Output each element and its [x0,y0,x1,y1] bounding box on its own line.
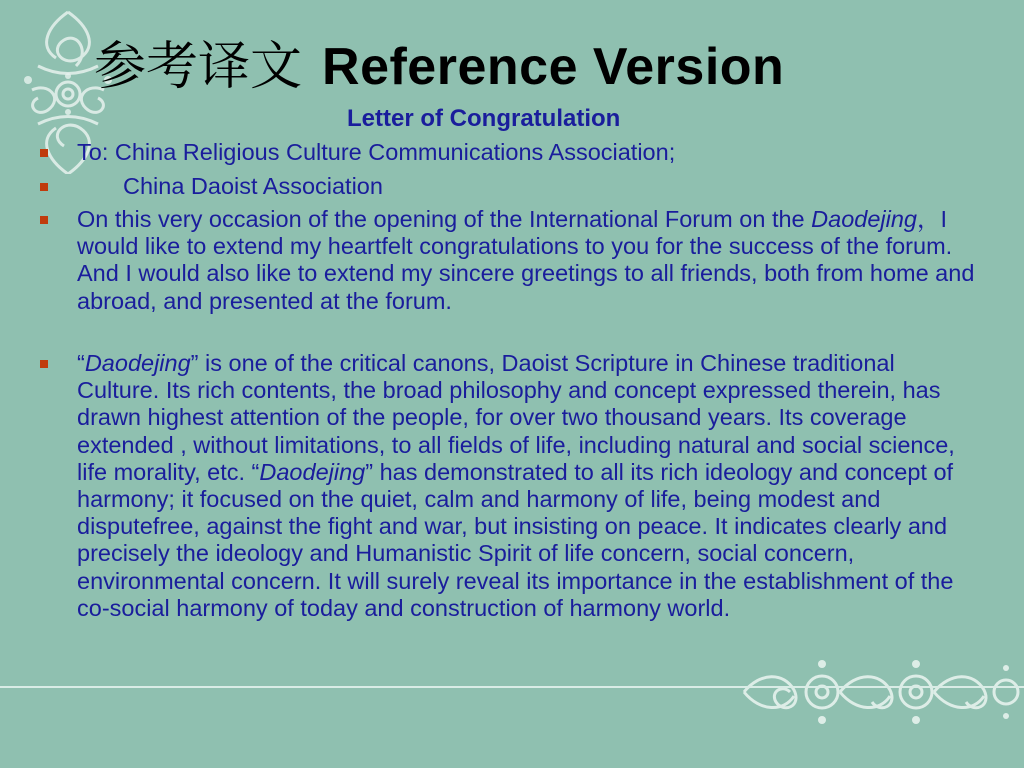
bullet-paragraph [77,206,977,315]
square-bullet-icon [40,149,48,157]
book-title-italic: Daodejing [84,350,191,376]
divider-line [0,686,1024,688]
bullet-text: To: China Religious Culture Communications Association; [77,139,676,165]
square-bullet-icon [40,360,48,368]
square-bullet-icon [40,216,48,224]
quote-mark: “ [77,350,85,376]
book-title-italic: Daodejing [259,458,366,485]
book-title-italic: Daodejing [811,206,918,232]
bullet-text: China Daoist Association [123,173,383,199]
floral-ornament-icon [740,652,1024,732]
paragraph-text: ” has demonstrated to all its rich ideology and concept of harmony; it focused on the quiet, calm and harmony of life, being modest and disputefree, against the fight and war, but insisting on peace. It indicates clearly and precisely the ideology and Humanistic Spirit of life concern, social concern, environmental concern. It will surely reveal its importance in the establishment of the co-social harmony of today and construction of harmony world. [77,458,954,621]
paragraph-text: On this very occasion of the opening of the International Forum on the [77,206,812,232]
title-chinese: 参考译文 [94,37,303,97]
slide-title [94,34,784,100]
title-english: Reference Version [322,38,785,96]
paragraph-text: ，I would like to extend my heartfelt congratulations to you for the success of the forum. And I would also like to extend my sincere greetings to all friends, both from home and abroad, and presented at the forum. [77,206,975,314]
slide-subtitle: Letter of Congratulation [347,105,621,132]
square-bullet-icon [40,183,48,191]
paragraph-text: ” is one of the critical canons, Daoist Scripture in Chinese traditional Culture. Its rich contents, the broad philosophy and concept expressed therein, has drawn highest attention of the people, for over two thousand years. Its coverage extended , without limitations, to all fields of life, including natural and social science, life morality, etc. “ [77,350,955,485]
bullet-paragraph [77,350,977,622]
